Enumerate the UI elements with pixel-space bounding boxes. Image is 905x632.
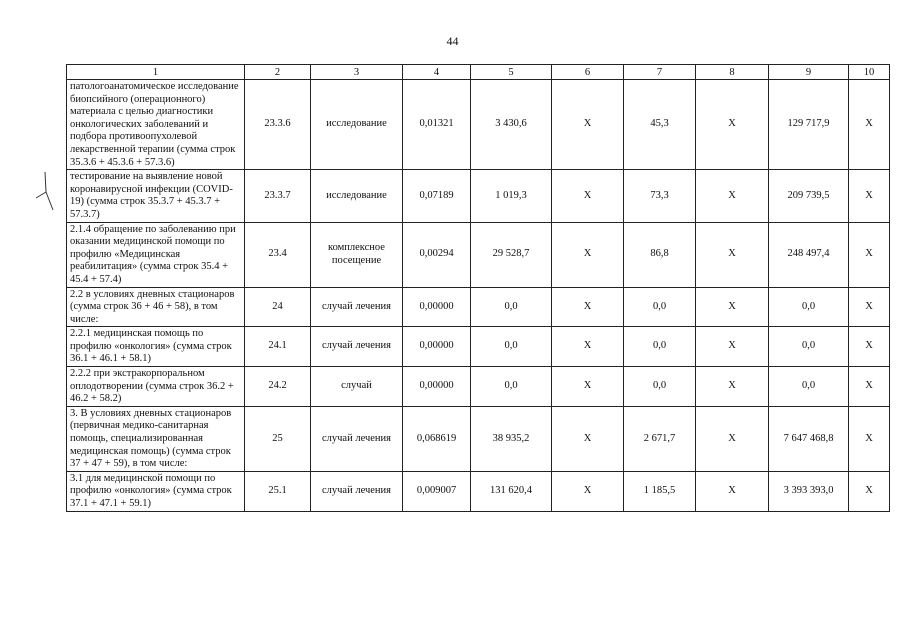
row-col6-cell: Х — [552, 170, 624, 222]
row-norm-cell: 0,009007 — [403, 471, 471, 511]
row-col6-cell: Х — [552, 367, 624, 407]
row-line-number-cell: 23.3.6 — [245, 80, 311, 170]
row-col10-cell: Х — [849, 367, 890, 407]
table-row — [67, 367, 890, 407]
row-col6-cell: Х — [552, 471, 624, 511]
row-col10-cell: Х — [849, 287, 890, 327]
data-table — [66, 64, 890, 512]
row-norm-cell: 0,00000 — [403, 367, 471, 407]
row-line-number-cell: 25 — [245, 406, 311, 471]
col-number-2: 2 — [245, 65, 311, 80]
row-col9-cell: 0,0 — [769, 327, 849, 367]
table-row — [67, 287, 890, 327]
row-line-number-cell: 23.4 — [245, 222, 311, 287]
row-name-cell: 2.2.1 медицинская помощь по профилю «онкология» (сумма строк 36.1 + 46.1 + 58.1) — [67, 327, 245, 367]
row-col6-cell: Х — [552, 222, 624, 287]
row-col9-cell: 0,0 — [769, 287, 849, 327]
row-cost-cell: 29 528,7 — [471, 222, 552, 287]
row-col7-cell: 86,8 — [624, 222, 696, 287]
row-col10-cell: Х — [849, 406, 890, 471]
row-cost-cell: 0,0 — [471, 287, 552, 327]
col-number-6: 6 — [552, 65, 624, 80]
row-col9-cell: 248 497,4 — [769, 222, 849, 287]
row-cost-cell: 0,0 — [471, 327, 552, 367]
col-number-8: 8 — [696, 65, 769, 80]
table-header-row — [67, 65, 890, 80]
row-unit-cell: случай — [311, 367, 403, 407]
table-row — [67, 327, 890, 367]
row-name-cell: 3.1 для медицинской помощи по профилю «онкология» (сумма строк 37.1 + 47.1 + 59.1) — [67, 471, 245, 511]
row-col6-cell: Х — [552, 80, 624, 170]
row-col6-cell: Х — [552, 406, 624, 471]
handwritten-check-mark — [33, 170, 55, 214]
row-unit-cell: случай лечения — [311, 406, 403, 471]
row-col8-cell: Х — [696, 471, 769, 511]
row-norm-cell: 0,00000 — [403, 287, 471, 327]
row-cost-cell: 38 935,2 — [471, 406, 552, 471]
row-unit-cell: исследование — [311, 80, 403, 170]
row-unit-cell: случай лечения — [311, 287, 403, 327]
page-number: 44 — [446, 34, 459, 48]
col-number-9: 9 — [769, 65, 849, 80]
row-col10-cell: Х — [849, 222, 890, 287]
row-line-number-cell: 24.1 — [245, 327, 311, 367]
col-number-10: 10 — [849, 65, 890, 80]
row-col8-cell: Х — [696, 222, 769, 287]
row-col9-cell: 129 717,9 — [769, 80, 849, 170]
row-line-number-cell: 24.2 — [245, 367, 311, 407]
row-col7-cell: 1 185,5 — [624, 471, 696, 511]
row-col7-cell: 45,3 — [624, 80, 696, 170]
row-unit-cell: комплексное посещение — [311, 222, 403, 287]
row-col9-cell: 0,0 — [769, 367, 849, 407]
row-col9-cell: 209 739,5 — [769, 170, 849, 222]
row-cost-cell: 1 019,3 — [471, 170, 552, 222]
row-line-number-cell: 23.3.7 — [245, 170, 311, 222]
row-line-number-cell: 24 — [245, 287, 311, 327]
col-number-4: 4 — [403, 65, 471, 80]
row-unit-cell: случай лечения — [311, 471, 403, 511]
table-row — [67, 222, 890, 287]
row-cost-cell: 3 430,6 — [471, 80, 552, 170]
row-col6-cell: Х — [552, 327, 624, 367]
row-col10-cell: Х — [849, 170, 890, 222]
col-number-1: 1 — [67, 65, 245, 80]
row-name-cell: тестирование на выявление новой коронавирусной инфекции (COVID-19) (сумма строк 35.3.7 + 45.3.7 + 57.3.7) — [67, 170, 245, 222]
table-row — [67, 170, 890, 222]
row-col6-cell: Х — [552, 287, 624, 327]
row-col8-cell: Х — [696, 327, 769, 367]
row-cost-cell: 0,0 — [471, 367, 552, 407]
row-name-cell: патологоанатомическое исследование биопсийного (операционного) материала с целью диагностики онкологических заболеваний и подбора противоопухолевой лекарственной терапии (сумма строк 35.3.6 + 45.3.6 + 57.3.6) — [67, 80, 245, 170]
row-line-number-cell: 25.1 — [245, 471, 311, 511]
row-col8-cell: Х — [696, 170, 769, 222]
table-row — [67, 80, 890, 170]
row-norm-cell: 0,01321 — [403, 80, 471, 170]
col-number-5: 5 — [471, 65, 552, 80]
table-row — [67, 471, 890, 511]
row-name-cell: 2.1.4 обращение по заболеванию при оказании медицинской помощи по профилю «Медицинская реабилитация» (сумма строк 35.4 + 45.4 + 57.4) — [67, 222, 245, 287]
col-number-7: 7 — [624, 65, 696, 80]
row-col10-cell: Х — [849, 471, 890, 511]
row-col8-cell: Х — [696, 406, 769, 471]
row-unit-cell: исследование — [311, 170, 403, 222]
row-col7-cell: 73,3 — [624, 170, 696, 222]
row-col7-cell: 2 671,7 — [624, 406, 696, 471]
row-norm-cell: 0,00294 — [403, 222, 471, 287]
row-col8-cell: Х — [696, 287, 769, 327]
col-number-3: 3 — [311, 65, 403, 80]
row-norm-cell: 0,00000 — [403, 327, 471, 367]
row-col10-cell: Х — [849, 327, 890, 367]
table-row — [67, 406, 890, 471]
row-col9-cell: 3 393 393,0 — [769, 471, 849, 511]
row-col10-cell: Х — [849, 80, 890, 170]
row-col8-cell: Х — [696, 80, 769, 170]
row-col8-cell: Х — [696, 367, 769, 407]
row-name-cell: 2.2 в условиях дневных стационаров (сумма строк 36 + 46 + 58), в том числе: — [67, 287, 245, 327]
row-name-cell: 3. В условиях дневных стационаров (первичная медико-санитарная помощь, специализированная медицинская помощь) (сумма строк 37 + 47 + 59), в том числе: — [67, 406, 245, 471]
row-norm-cell: 0,068619 — [403, 406, 471, 471]
row-col7-cell: 0,0 — [624, 287, 696, 327]
row-unit-cell: случай лечения — [311, 327, 403, 367]
row-name-cell: 2.2.2 при экстракорпоральном оплодотворении (сумма строк 36.2 + 46.2 + 58.2) — [67, 367, 245, 407]
row-col7-cell: 0,0 — [624, 367, 696, 407]
row-col9-cell: 7 647 468,8 — [769, 406, 849, 471]
row-cost-cell: 131 620,4 — [471, 471, 552, 511]
row-col7-cell: 0,0 — [624, 327, 696, 367]
row-norm-cell: 0,07189 — [403, 170, 471, 222]
